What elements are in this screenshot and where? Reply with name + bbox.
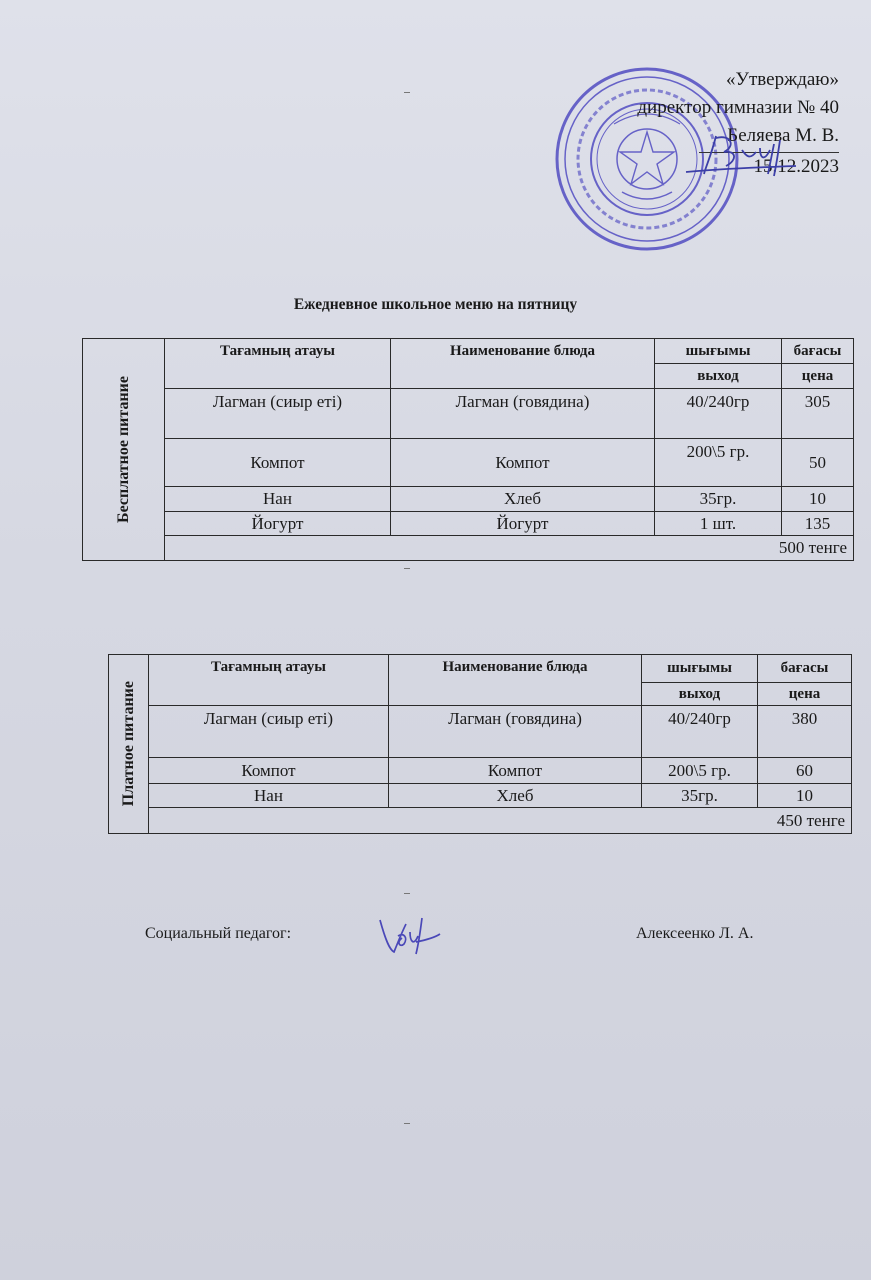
table-row: Лагман (сиыр еті) Лагман (говядина) 40/240гр 305 <box>83 389 854 439</box>
header-price-kz: бағасы <box>782 339 854 364</box>
header-price-ru: цена <box>782 364 854 389</box>
header-output-ru: выход <box>642 683 758 706</box>
header-price-ru: цена <box>758 683 852 706</box>
paper-mark <box>404 893 410 894</box>
paid-meals-table <box>108 654 852 834</box>
header-output-kz: шығымы <box>642 655 758 683</box>
table-row: Лагман (сиыр еті) Лагман (говядина) 40/240гр 380 <box>109 706 852 758</box>
approval-name: Беляева М. В. <box>727 125 839 146</box>
approval-date: 15.12.2023 <box>699 152 840 181</box>
paid-meals-side-label: Платное питание <box>109 655 149 834</box>
table-row: Йогурт Йогурт 1 шт. 135 <box>83 512 854 536</box>
header-price-kz: бағасы <box>758 655 852 683</box>
approval-position: директор гимназии № 40 <box>637 97 839 118</box>
header-dish-ru: Наименование блюда <box>391 339 655 389</box>
header-dish-kz: Тағамның атауы <box>165 339 391 389</box>
social-pedagogue-signature <box>376 912 442 956</box>
approval-heading: «Утверждаю» <box>726 69 839 90</box>
table-row: Компот Компот 200\5 гр. 60 <box>109 758 852 784</box>
paper-mark <box>404 1123 410 1124</box>
page-title: Ежедневное школьное меню на пятницу <box>293 296 578 313</box>
footer-name: Алексеенко Л. А. <box>636 925 754 942</box>
director-signature <box>676 126 806 186</box>
table-row: Нан Хлеб 35гр. 10 <box>109 784 852 808</box>
paper-mark <box>404 568 410 569</box>
header-dish-ru: Наименование блюда <box>389 655 642 706</box>
header-dish-kz: Тағамның атауы <box>149 655 389 706</box>
footer-role: Социальный педагог: <box>145 925 292 942</box>
table-row: Компот Компот 200\5 гр. 50 <box>83 439 854 487</box>
free-meals-side-label: Бесплатное питание <box>83 339 165 561</box>
header-output-kz: шығымы <box>655 339 782 364</box>
table-row: Нан Хлеб 35гр. 10 <box>83 487 854 512</box>
paper-mark <box>404 92 410 93</box>
header-output-ru: выход <box>655 364 782 389</box>
free-meals-total: 500 тенге <box>165 536 854 561</box>
free-meals-table <box>82 338 854 561</box>
paid-meals-total: 450 тенге <box>149 808 852 834</box>
